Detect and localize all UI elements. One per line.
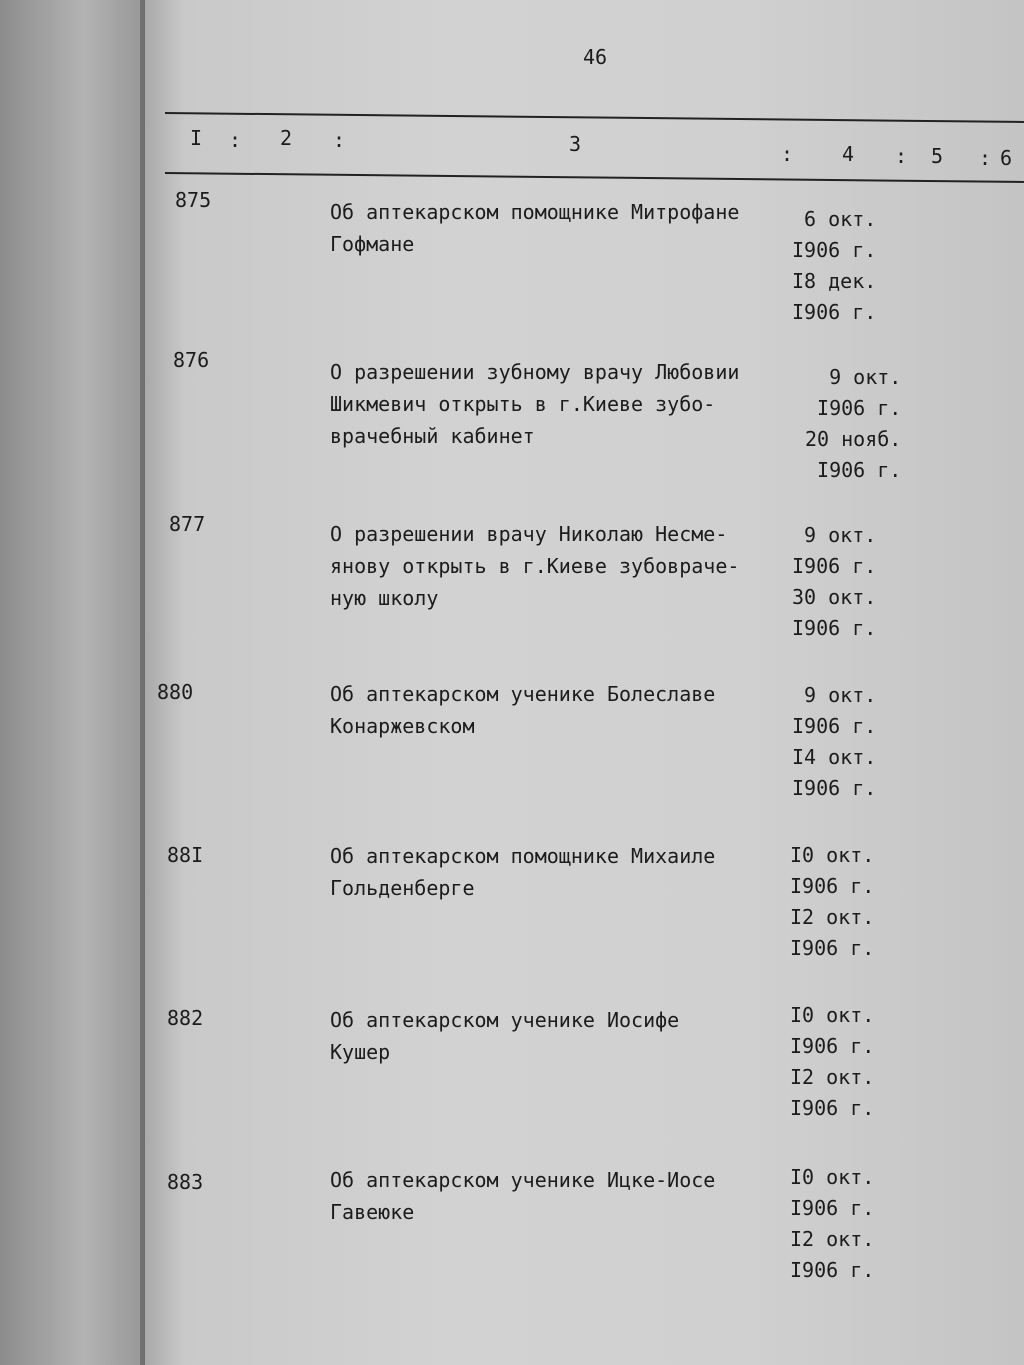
date-start-day: 9 окт.: [829, 365, 902, 389]
entry-title-line: О разрешении зубному врачу Любовии: [330, 360, 740, 384]
facing-page-edge: [0, 0, 140, 1365]
date-end-day: 30 окт.: [792, 585, 877, 609]
entry-dates: [792, 520, 876, 644]
date-start-day: I0 окт.: [790, 843, 875, 867]
entry-title: [330, 1004, 679, 1068]
date-end-year: I906 г.: [792, 616, 877, 640]
entry-title-line: Гольденберге: [330, 876, 475, 900]
page-number: 46: [583, 45, 608, 69]
date-start-year: I906 г.: [790, 1196, 875, 1220]
date-end-year: I906 г.: [790, 1096, 875, 1120]
entry-title: [330, 356, 739, 452]
entry-title-line: Об аптекарском ученике Иосифе: [330, 1008, 680, 1032]
entry-number: 877: [169, 512, 206, 536]
column-header-3: 3: [569, 132, 582, 156]
entry-title-line: врачебный кабинет: [330, 424, 535, 448]
date-end-day: I2 окт.: [790, 1227, 875, 1251]
entry-title-line: О разрешении врачу Николаю Несме-: [330, 522, 728, 546]
entry-dates: [805, 362, 901, 486]
date-start-day: I0 окт.: [790, 1165, 875, 1189]
entry-title-line: Об аптекарском помощнике Михаиле: [330, 844, 716, 868]
column-separator: :: [895, 144, 908, 168]
entry-title-line: Кушер: [330, 1040, 391, 1064]
column-header-5: 5: [931, 144, 944, 168]
date-start-day: I0 окт.: [790, 1003, 875, 1027]
entry-title-line: Гофмане: [330, 232, 415, 256]
entry-title-line: Гавеюке: [330, 1200, 415, 1224]
column-header-1: I: [190, 126, 203, 150]
entry-dates: [790, 840, 874, 964]
date-start-day: 9 окт.: [804, 683, 877, 707]
column-separator: :: [333, 128, 346, 152]
entry-title: [330, 196, 739, 260]
date-start-year: I906 г.: [792, 554, 877, 578]
entry-number: 883: [167, 1170, 204, 1194]
column-separator: :: [781, 142, 794, 166]
entry-dates: [792, 204, 876, 328]
date-end-day: I2 окт.: [790, 1065, 875, 1089]
entry-dates: [790, 1162, 874, 1286]
date-end-year: I906 г.: [817, 458, 902, 482]
date-start-day: 6 окт.: [804, 207, 877, 231]
column-separator: :: [229, 128, 242, 152]
entry-number: 88I: [167, 843, 204, 867]
entry-number: 875: [175, 188, 212, 212]
entry-title-line: ную школу: [330, 586, 439, 610]
date-end-year: I906 г.: [790, 1258, 875, 1282]
date-end-year: I906 г.: [792, 300, 877, 324]
entry-dates: [790, 1000, 874, 1124]
entry-title: [330, 678, 715, 742]
date-start-year: I906 г.: [817, 396, 902, 420]
date-start-year: I906 г.: [790, 874, 875, 898]
entry-dates: [792, 680, 876, 804]
entry-title: [330, 1164, 715, 1228]
column-separator: :: [979, 146, 992, 170]
entry-number: 876: [173, 348, 210, 372]
entry-title-line: янову открыть в г.Киеве зубовраче-: [330, 554, 740, 578]
date-end-year: I906 г.: [790, 936, 875, 960]
entry-number: 880: [157, 680, 194, 704]
date-start-year: I906 г.: [792, 714, 877, 738]
date-start-year: I906 г.: [792, 238, 877, 262]
entry-title: [330, 518, 739, 614]
entry-title-line: Шикмевич открыть в г.Киеве зубо-: [330, 392, 716, 416]
document-page: [145, 0, 1024, 1365]
entry-title-line: Об аптекарском ученике Болеславе: [330, 682, 716, 706]
entry-title-line: Об аптекарском ученике Ицке-Иосе: [330, 1168, 716, 1192]
header-top-rule: [165, 112, 1024, 123]
header-bottom-rule: [165, 172, 1024, 183]
entry-number: 882: [167, 1006, 204, 1030]
column-header-6: 6: [1000, 146, 1013, 170]
date-end-day: I8 дек.: [792, 269, 877, 293]
date-start-day: 9 окт.: [804, 523, 877, 547]
entry-title-line: Конаржевском: [330, 714, 475, 738]
entry-title: [330, 840, 715, 904]
entry-title-line: Об аптекарском помощнике Митрофане: [330, 200, 740, 224]
column-header-4: 4: [842, 142, 855, 166]
date-end-day: I4 окт.: [792, 745, 877, 769]
column-header-2: 2: [280, 126, 293, 150]
date-end-day: I2 окт.: [790, 905, 875, 929]
date-end-year: I906 г.: [792, 776, 877, 800]
date-start-year: I906 г.: [790, 1034, 875, 1058]
date-end-day: 20 нояб.: [805, 427, 902, 451]
